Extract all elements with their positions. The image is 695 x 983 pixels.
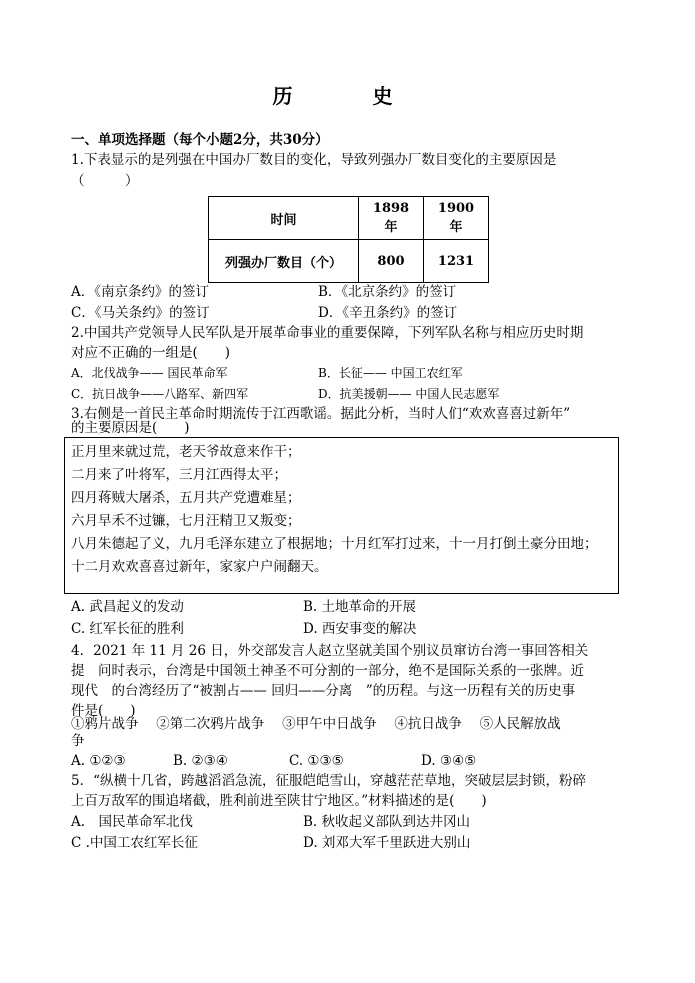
song-lyrics-box xyxy=(64,437,619,594)
q2-option-d: D．抗美援朝—— 中国人民志愿军 xyxy=(318,387,500,401)
q5-stem-line2: 上百万敌军的围追堵截，胜利前进至陕甘宁地区。”材料描述的是( ) xyxy=(71,793,487,809)
q1-option-c: C．《马关条约》的签订 xyxy=(71,305,210,321)
q2-stem-line1: 2.中国共产党领导人民军队是开展革命事业的重要保障，下列军队名称与相应历史时期 xyxy=(71,325,584,341)
q4-stem-line1: 4．2021 年 11 月 26 日，外交部发言人赵立坚就美国个别议员窜访台湾一事回答相关 xyxy=(71,643,589,659)
poem-line: 六月早禾不过镰，七月汪精卫又叛变； xyxy=(71,513,301,529)
q3-option-a: A. 武昌起义的发动 xyxy=(71,599,184,615)
table-cell: 1898 年 xyxy=(359,197,424,240)
poem-line: 八月朱德起了义，九月毛泽东建立了根据地；十月红军打过来，十一月打倒土豪分田地； 十二月欢欢喜喜过新年，家家户户闹翻天。 xyxy=(71,536,598,575)
q5-option-a: A. 国民革命军北伐 xyxy=(71,814,194,830)
table-row xyxy=(209,197,489,240)
q1-option-b: B．《北京条约》的签订 xyxy=(318,284,457,300)
page-title: 历 史 xyxy=(272,84,423,108)
table-cell: 列强办厂数目（个） xyxy=(209,240,359,283)
factory-table xyxy=(208,196,489,283)
table-cell: 1900 年 xyxy=(424,197,489,240)
q5-option-c: C .中国工农红军长征 xyxy=(71,835,198,851)
q2-option-a: A．北伐战争—— 国民革命军 xyxy=(71,366,228,380)
q4-items-line2: 争 xyxy=(71,733,85,749)
q4-stem-line4: 件是( ) xyxy=(71,703,136,719)
q1-stem-line1: 1.下表显示的是列强在中国办厂数目的变化，导致列强办厂数目变化的主要原因是 xyxy=(71,152,557,168)
table-row xyxy=(209,240,489,283)
q1-option-d: D．《辛丑条约》的签订 xyxy=(318,305,458,321)
q4-items-line1: ①鸦片战争 ②第二次鸦片战争 ③甲午中日战争 ④抗日战争 ⑤人民解放战 xyxy=(71,716,561,732)
q2-option-b: B．长征—— 中国工农红军 xyxy=(318,366,463,380)
section-heading: 一、单项选择题（每个小题2分，共30分） xyxy=(71,132,329,148)
q4-option-a: A. ①②③ xyxy=(71,753,126,769)
q5-stem-line1: 5．“纵横十几省，跨越滔滔急流，征服皑皑雪山，穿越茫茫草地，突破层层封锁，粉碎 xyxy=(71,773,586,789)
q4-option-d: D. ③④⑤ xyxy=(421,753,477,769)
q4-option-b: B. ②③④ xyxy=(173,753,228,769)
table-cell: 800 xyxy=(359,240,424,283)
poem-line: 四月蒋贼大屠杀，五月共产党遭难星； xyxy=(71,490,301,506)
q1-stem-line2: （ ） xyxy=(71,173,139,189)
q3-stem-line2: 的主要原因是( ) xyxy=(71,420,190,436)
q3-option-c: C. 红军长征的胜利 xyxy=(71,621,184,637)
poem-line: 正月里来就过荒，老天爷故意来作干； xyxy=(71,444,301,460)
q2-option-c: C．抗日战争——八路军、新四军 xyxy=(71,387,249,401)
q5-option-b: B. 秋收起义部队到达井冈山 xyxy=(303,814,471,830)
table-cell: 时间 xyxy=(209,197,359,240)
q3-stem-line1: 3.右侧是一首民主革命时期流传于江西歌谣。据此分析，当时人们“欢欢喜喜过新年” xyxy=(71,406,571,422)
table-cell: 1231 xyxy=(424,240,489,283)
poem-line: 二月来了叶将军，三月江西得太平； xyxy=(71,467,287,483)
q1-option-a: A．《南京条约》的签订 xyxy=(71,284,209,300)
q3-option-b: B. 土地革命的开展 xyxy=(303,599,417,615)
q4-option-c: C. ①③⑤ xyxy=(289,753,344,769)
q4-stem-line3: 现代 的台湾经历了“被割占—— 回归——分离 ”的历程。与这一历程有关的历史事 xyxy=(71,683,576,699)
q4-stem-line2: 提 问时表示，台湾是中国领土神圣不可分割的一部分，绝不是国际关系的一张牌。近 xyxy=(71,663,584,679)
q5-option-d: D. 刘邓大军千里跃进大别山 xyxy=(303,835,471,851)
q3-option-d: D. 西安事变的解决 xyxy=(303,621,417,637)
q2-stem-line2: 对应不正确的一组是( ) xyxy=(71,345,231,361)
